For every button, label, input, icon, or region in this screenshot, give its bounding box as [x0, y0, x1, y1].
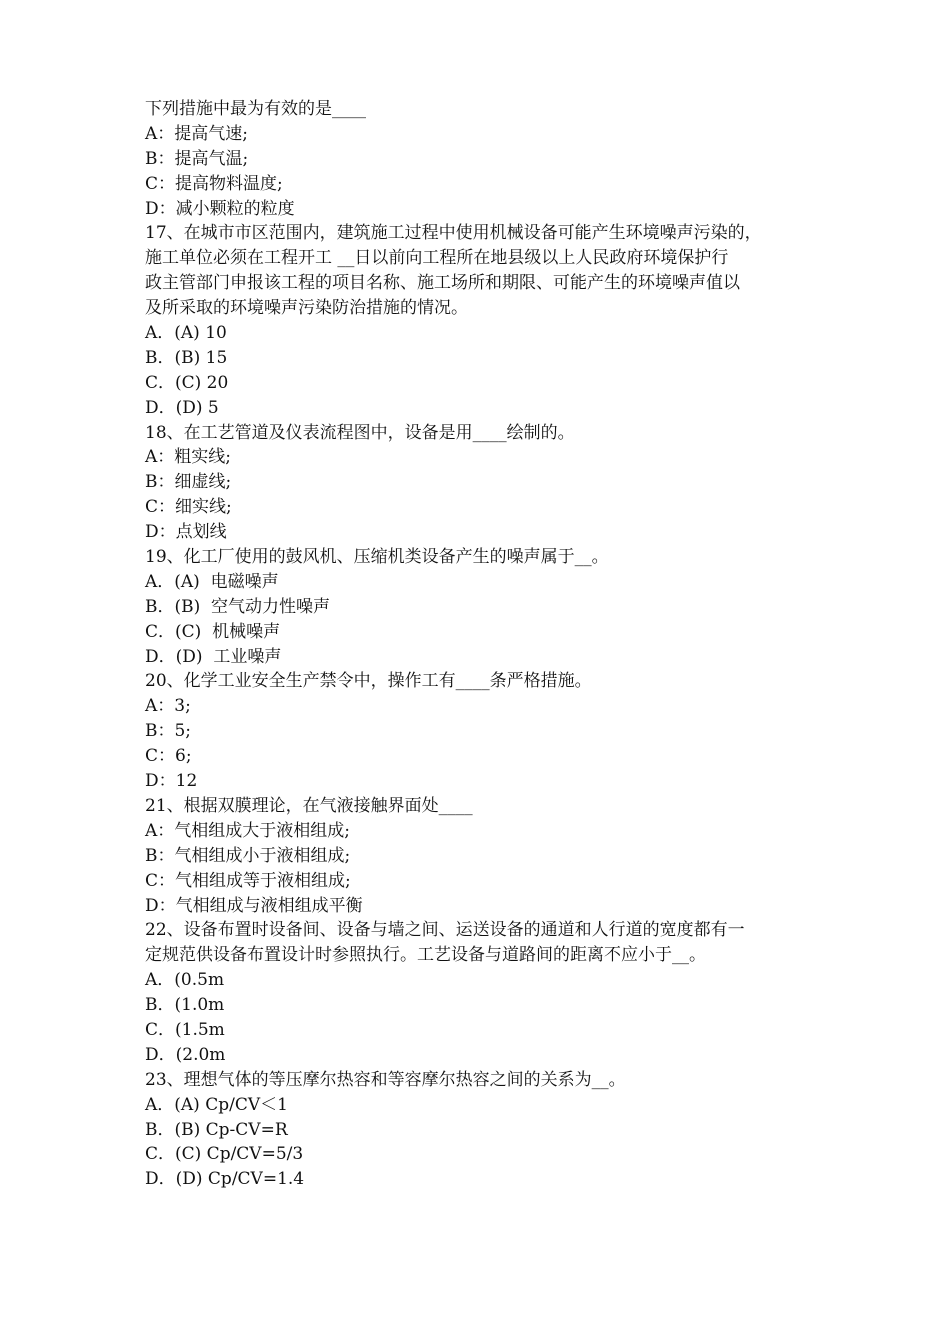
text-line: D．(D) Cp/CV=1.4	[145, 1169, 305, 1190]
text-line: B．(B) 15	[145, 347, 228, 368]
text-line: C．(1.5m	[145, 1019, 225, 1040]
text-line: D．(D) 5	[145, 397, 219, 418]
text-line: C：6;	[145, 746, 192, 767]
text-line: B．(B) Cp-CV=R	[145, 1119, 288, 1140]
text-line: A：气相组成大于液相组成;	[145, 820, 351, 841]
text-line: 20、化学工业安全生产禁令中，操作工有____条严格措施。	[145, 671, 592, 692]
text-line: 施工单位必须在工程开工 __日以前向工程所在地县级以上人民政府环境保护行	[145, 248, 729, 269]
text-line: D：12	[145, 771, 198, 792]
text-line: C．(C) Cp/CV=5/3	[145, 1144, 304, 1165]
text-line: 政主管部门申报该工程的项目名称、施工场所和期限、可能产生的环境噪声值以	[145, 273, 740, 294]
text-line: D：气相组成与液相组成平衡	[145, 895, 363, 916]
text-line: A：3;	[145, 696, 191, 717]
text-line: 19、化工厂使用的鼓风机、压缩机类设备产生的噪声属于__。	[145, 547, 609, 568]
text-line: A：提高气速;	[145, 123, 249, 144]
text-line: A．(A) Cp/CV＜1	[145, 1094, 288, 1115]
text-line: A．(A) 电磁噪声	[145, 571, 279, 592]
text-line: 22、设备布置时设备间、设备与墙之间、运送设备的通道和人行道的宽度都有一	[145, 920, 745, 941]
document-page	[145, 97, 817, 1192]
text-line: C：提高物料温度;	[145, 173, 283, 194]
text-line: 23、理想气体的等压摩尔热容和等容摩尔热容之间的关系为__。	[145, 1069, 626, 1090]
text-line: B：提高气温;	[145, 148, 249, 169]
text-line: 18、在工艺管道及仪表流程图中，设备是用____绘制的。	[145, 422, 575, 443]
text-line: B：气相组成小于液相组成;	[145, 845, 351, 866]
text-line: A．(A) 10	[145, 323, 227, 344]
text-line: B．(1.0m	[145, 995, 225, 1016]
text-line: D：减小颗粒的粒度	[145, 198, 295, 219]
text-line: C．(C) 20	[145, 372, 229, 393]
text-line: 及所采取的环境噪声污染防治措施的情况。	[145, 298, 468, 319]
text-line: C：细实线;	[145, 497, 232, 518]
text-line: A：粗实线;	[145, 447, 232, 468]
text-line: D：点划线	[145, 522, 227, 543]
text-line: B：5;	[145, 721, 192, 742]
text-line: 下列措施中最为有效的是____	[145, 99, 366, 119]
text-line: B：细虚线;	[145, 472, 232, 493]
text-line: C．(C) 机械噪声	[145, 621, 281, 642]
text-line: D．(D) 工业噪声	[145, 646, 282, 667]
text-line: 17、在城市市区范围内，建筑施工过程中使用机械设备可能产生环境噪声污染的，	[145, 223, 762, 244]
text-line: D．(2.0m	[145, 1044, 226, 1065]
text-line: 定规范供设备布置设计时参照执行。工艺设备与道路间的距离不应小于__。	[145, 945, 706, 966]
text-line: A．(0.5m	[145, 970, 225, 991]
text-line: C：气相组成等于液相组成;	[145, 870, 351, 891]
text-line: B．(B) 空气动力性噪声	[145, 596, 331, 617]
text-line: 21、根据双膜理论，在气液接触界面处____	[145, 795, 473, 816]
